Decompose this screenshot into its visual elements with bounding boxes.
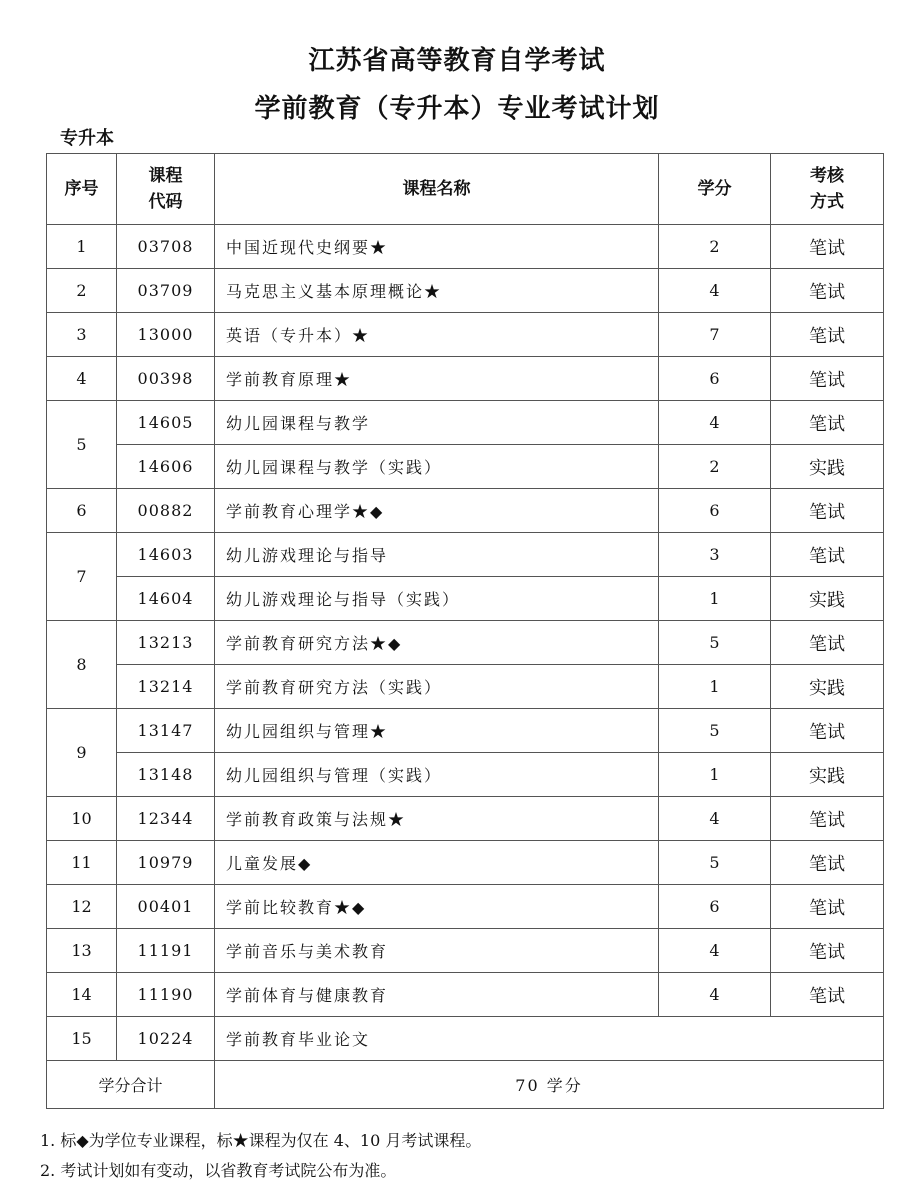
seq-cell: 6 [47,489,117,533]
name-cell: 学前教育毕业论文 [215,1017,884,1061]
name-cell: 幼儿游戏理论与指导（实践） [215,577,659,621]
mode-cell: 笔试 [771,885,884,929]
credit-cell: 1 [659,665,771,709]
code-cell: 14604 [117,577,215,621]
table-row [47,269,884,313]
total-label: 学分合计 [47,1061,215,1109]
header-credit: 学分 [659,154,771,225]
credit-cell: 6 [659,885,771,929]
seq-cell: 13 [47,929,117,973]
code-cell: 14605 [117,401,215,445]
mode-cell: 笔试 [771,313,884,357]
mode-cell: 笔试 [771,401,884,445]
credit-cell: 2 [659,225,771,269]
mode-cell: 实践 [771,753,884,797]
seq-cell: 15 [47,1017,117,1061]
credit-cell: 7 [659,313,771,357]
page-title: 江苏省高等教育自学考试 [308,46,606,76]
mode-cell: 笔试 [771,357,884,401]
name-cell: 学前体育与健康教育 [215,973,659,1017]
code-cell: 13214 [117,665,215,709]
code-cell: 11190 [117,973,215,1017]
header-seq: 序号 [47,154,117,225]
name-cell: 英语（专升本）★ [215,313,659,357]
code-cell: 13000 [117,313,215,357]
name-cell: 幼儿园课程与教学（实践） [215,445,659,489]
code-cell: 10224 [117,1017,215,1061]
level-label: 专升本 [60,128,114,149]
credit-cell: 6 [659,489,771,533]
table-row [47,489,884,533]
mode-cell: 笔试 [771,489,884,533]
header-mode-line2: 方式 [810,192,844,212]
name-cell: 幼儿园组织与管理★ [215,709,659,753]
name-cell: 幼儿园课程与教学 [215,401,659,445]
credit-cell: 5 [659,621,771,665]
code-cell: 00401 [117,885,215,929]
seq-cell: 3 [47,313,117,357]
table-row [47,929,884,973]
header-code [117,154,215,225]
code-cell: 00398 [117,357,215,401]
credit-cell: 1 [659,577,771,621]
exam-plan-table [46,153,884,1109]
table-row [47,973,884,1017]
name-cell: 学前教育研究方法（实践） [215,665,659,709]
credit-cell: 4 [659,797,771,841]
code-cell: 13148 [117,753,215,797]
header-mode [771,154,884,225]
seq-cell: 2 [47,269,117,313]
note-1: 1. 标◆为学位专业课程，标★课程为仅在 4、10 月考试课程。 [40,1131,482,1150]
mode-cell: 笔试 [771,929,884,973]
code-cell: 14603 [117,533,215,577]
mode-cell: 笔试 [771,709,884,753]
table-row [47,665,884,709]
seq-cell: 11 [47,841,117,885]
seq-cell: 1 [47,225,117,269]
name-cell: 儿童发展◆ [215,841,659,885]
seq-cell: 12 [47,885,117,929]
table-row [47,709,884,753]
table-row [47,313,884,357]
table-row [47,621,884,665]
name-cell: 马克思主义基本原理概论★ [215,269,659,313]
header-name: 课程名称 [215,154,659,225]
code-cell: 13213 [117,621,215,665]
code-cell: 14606 [117,445,215,489]
table-header-row [47,154,884,225]
mode-cell: 笔试 [771,533,884,577]
table-row [47,885,884,929]
credit-cell: 4 [659,973,771,1017]
note-2: 2. 考试计划如有变动，以省教育考试院公布为准。 [40,1161,397,1180]
mode-cell: 笔试 [771,841,884,885]
seq-cell: 7 [47,533,117,621]
seq-cell: 9 [47,709,117,797]
code-cell: 03709 [117,269,215,313]
header-code-line2: 代码 [148,192,183,212]
seq-cell: 10 [47,797,117,841]
table-row [47,841,884,885]
name-cell: 学前教育心理学★◆ [215,489,659,533]
name-cell: 中国近现代史纲要★ [215,225,659,269]
total-row [47,1061,884,1109]
table-row [47,225,884,269]
name-cell: 学前教育研究方法★◆ [215,621,659,665]
credit-cell: 4 [659,929,771,973]
credit-cell: 5 [659,709,771,753]
seq-cell: 4 [47,357,117,401]
code-cell: 12344 [117,797,215,841]
page-subtitle: 学前教育（专升本）专业考试计划 [254,94,660,124]
total-value: 70 学分 [215,1061,884,1109]
name-cell: 幼儿园组织与管理（实践） [215,753,659,797]
seq-cell: 5 [47,401,117,489]
mode-cell: 实践 [771,445,884,489]
code-cell: 10979 [117,841,215,885]
credit-cell: 4 [659,269,771,313]
code-cell: 11191 [117,929,215,973]
seq-cell: 8 [47,621,117,709]
table-row [47,357,884,401]
credit-cell: 3 [659,533,771,577]
header-mode-line1: 考核 [810,166,844,186]
table-row [47,577,884,621]
table-row [47,753,884,797]
credit-cell: 6 [659,357,771,401]
seq-cell: 14 [47,973,117,1017]
mode-cell: 实践 [771,665,884,709]
credit-cell: 5 [659,841,771,885]
credit-cell: 2 [659,445,771,489]
mode-cell: 笔试 [771,797,884,841]
table-row [47,445,884,489]
mode-cell: 笔试 [771,621,884,665]
credit-cell: 4 [659,401,771,445]
mode-cell: 笔试 [771,269,884,313]
mode-cell: 实践 [771,577,884,621]
table-row [47,797,884,841]
name-cell: 学前音乐与美术教育 [215,929,659,973]
header-code-line1: 课程 [148,166,183,186]
name-cell: 学前教育政策与法规★ [215,797,659,841]
mode-cell: 笔试 [771,973,884,1017]
credit-cell: 1 [659,753,771,797]
code-cell: 00882 [117,489,215,533]
table-row [47,1017,884,1061]
table-row [47,401,884,445]
table-row [47,533,884,577]
name-cell: 幼儿游戏理论与指导 [215,533,659,577]
code-cell: 13147 [117,709,215,753]
name-cell: 学前比较教育★◆ [215,885,659,929]
name-cell: 学前教育原理★ [215,357,659,401]
mode-cell: 笔试 [771,225,884,269]
code-cell: 03708 [117,225,215,269]
